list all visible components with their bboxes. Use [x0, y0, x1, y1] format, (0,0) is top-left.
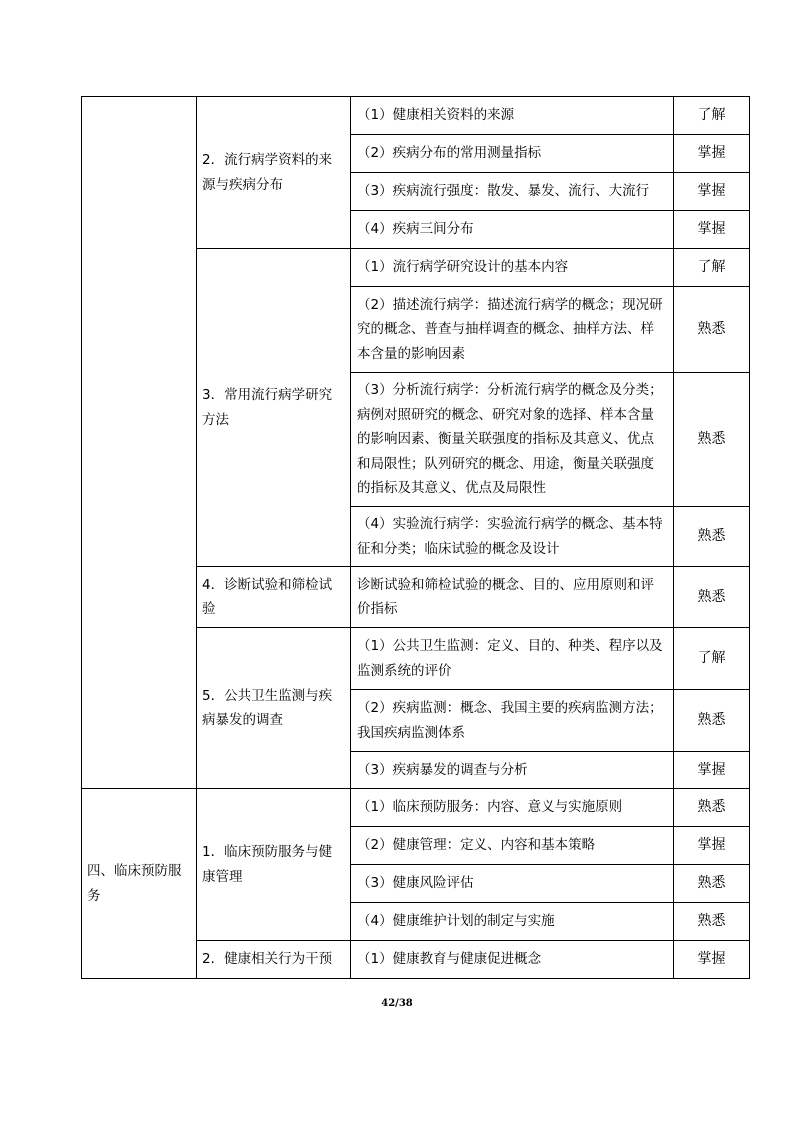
page-number: 42/38	[381, 998, 413, 1009]
unit-cell	[82, 97, 197, 789]
level-cell: 掌握	[674, 135, 750, 173]
content-cell: （1）健康相关资料的来源	[351, 97, 674, 135]
content-cell: （3）疾病流行强度：散发、暴发、流行、大流行	[351, 173, 674, 211]
level-cell: 掌握	[674, 941, 750, 979]
content-cell: （2）疾病分布的常用测量指标	[351, 135, 674, 173]
content-cell: （2）疾病监测：概念、我国主要的疾病监测方法；我国疾病监测体系	[351, 690, 674, 752]
content-cell: （3）分析流行病学：分析流行病学的概念及分类；病例对照研究的概念、研究对象的选择、样本含量的影响因素、衡量关联强度的指标及其意义、优点和局限性；队列研究的概念、用途，衡量关联强度的指标及其意义、优点及局限性	[351, 373, 674, 507]
content-cell: （1）临床预防服务：内容、意义与实施原则	[351, 789, 674, 827]
content-cell: （4）实验流行病学：实验流行病学的概念、基本特征和分类；临床试验的概念及设计	[351, 507, 674, 567]
level-cell: 熟悉	[674, 373, 750, 507]
unit-cell: 四、临床预防服务	[82, 789, 197, 979]
content-cell: 诊断试验和筛检试验的概念、目的、应用原则和评价指标	[351, 567, 674, 628]
level-cell: 熟悉	[674, 287, 750, 373]
content-cell: （2）健康管理：定义、内容和基本策略	[351, 827, 674, 865]
section-cell: 1．临床预防服务与健康管理	[197, 789, 351, 941]
level-cell: 掌握	[674, 827, 750, 865]
table-row	[82, 97, 750, 135]
section-cell: 2．健康相关行为干预	[197, 941, 351, 979]
content-cell: （1）流行病学研究设计的基本内容	[351, 249, 674, 287]
level-cell: 掌握	[674, 211, 750, 249]
content-cell: （4）健康维护计划的制定与实施	[351, 903, 674, 941]
level-cell: 熟悉	[674, 865, 750, 903]
content-cell: （3）疾病暴发的调查与分析	[351, 752, 674, 789]
level-cell: 了解	[674, 97, 750, 135]
level-cell: 熟悉	[674, 903, 750, 941]
table-row	[82, 789, 750, 827]
level-cell: 熟悉	[674, 567, 750, 628]
level-cell: 掌握	[674, 173, 750, 211]
content-cell: （3）健康风险评估	[351, 865, 674, 903]
section-cell: 4．诊断试验和筛检试验	[197, 567, 351, 628]
level-cell: 了解	[674, 249, 750, 287]
level-cell: 熟悉	[674, 690, 750, 752]
section-cell: 3．常用流行病学研究方法	[197, 249, 351, 567]
level-cell: 熟悉	[674, 789, 750, 827]
syllabus-table	[81, 96, 750, 979]
level-cell: 掌握	[674, 752, 750, 789]
level-cell: 熟悉	[674, 507, 750, 567]
section-cell: 2．流行病学资料的来源与疾病分布	[197, 97, 351, 249]
content-cell: （1）公共卫生监测：定义、目的、种类、程序以及监测系统的评价	[351, 628, 674, 690]
content-cell: （2）描述流行病学：描述流行病学的概念；现况研究的概念、普查与抽样调查的概念、抽样方法、样本含量的影响因素	[351, 287, 674, 373]
content-cell: （4）疾病三间分布	[351, 211, 674, 249]
content-cell: （1）健康教育与健康促进概念	[351, 941, 674, 979]
section-cell: 5．公共卫生监测与疾病暴发的调查	[197, 628, 351, 789]
level-cell: 了解	[674, 628, 750, 690]
